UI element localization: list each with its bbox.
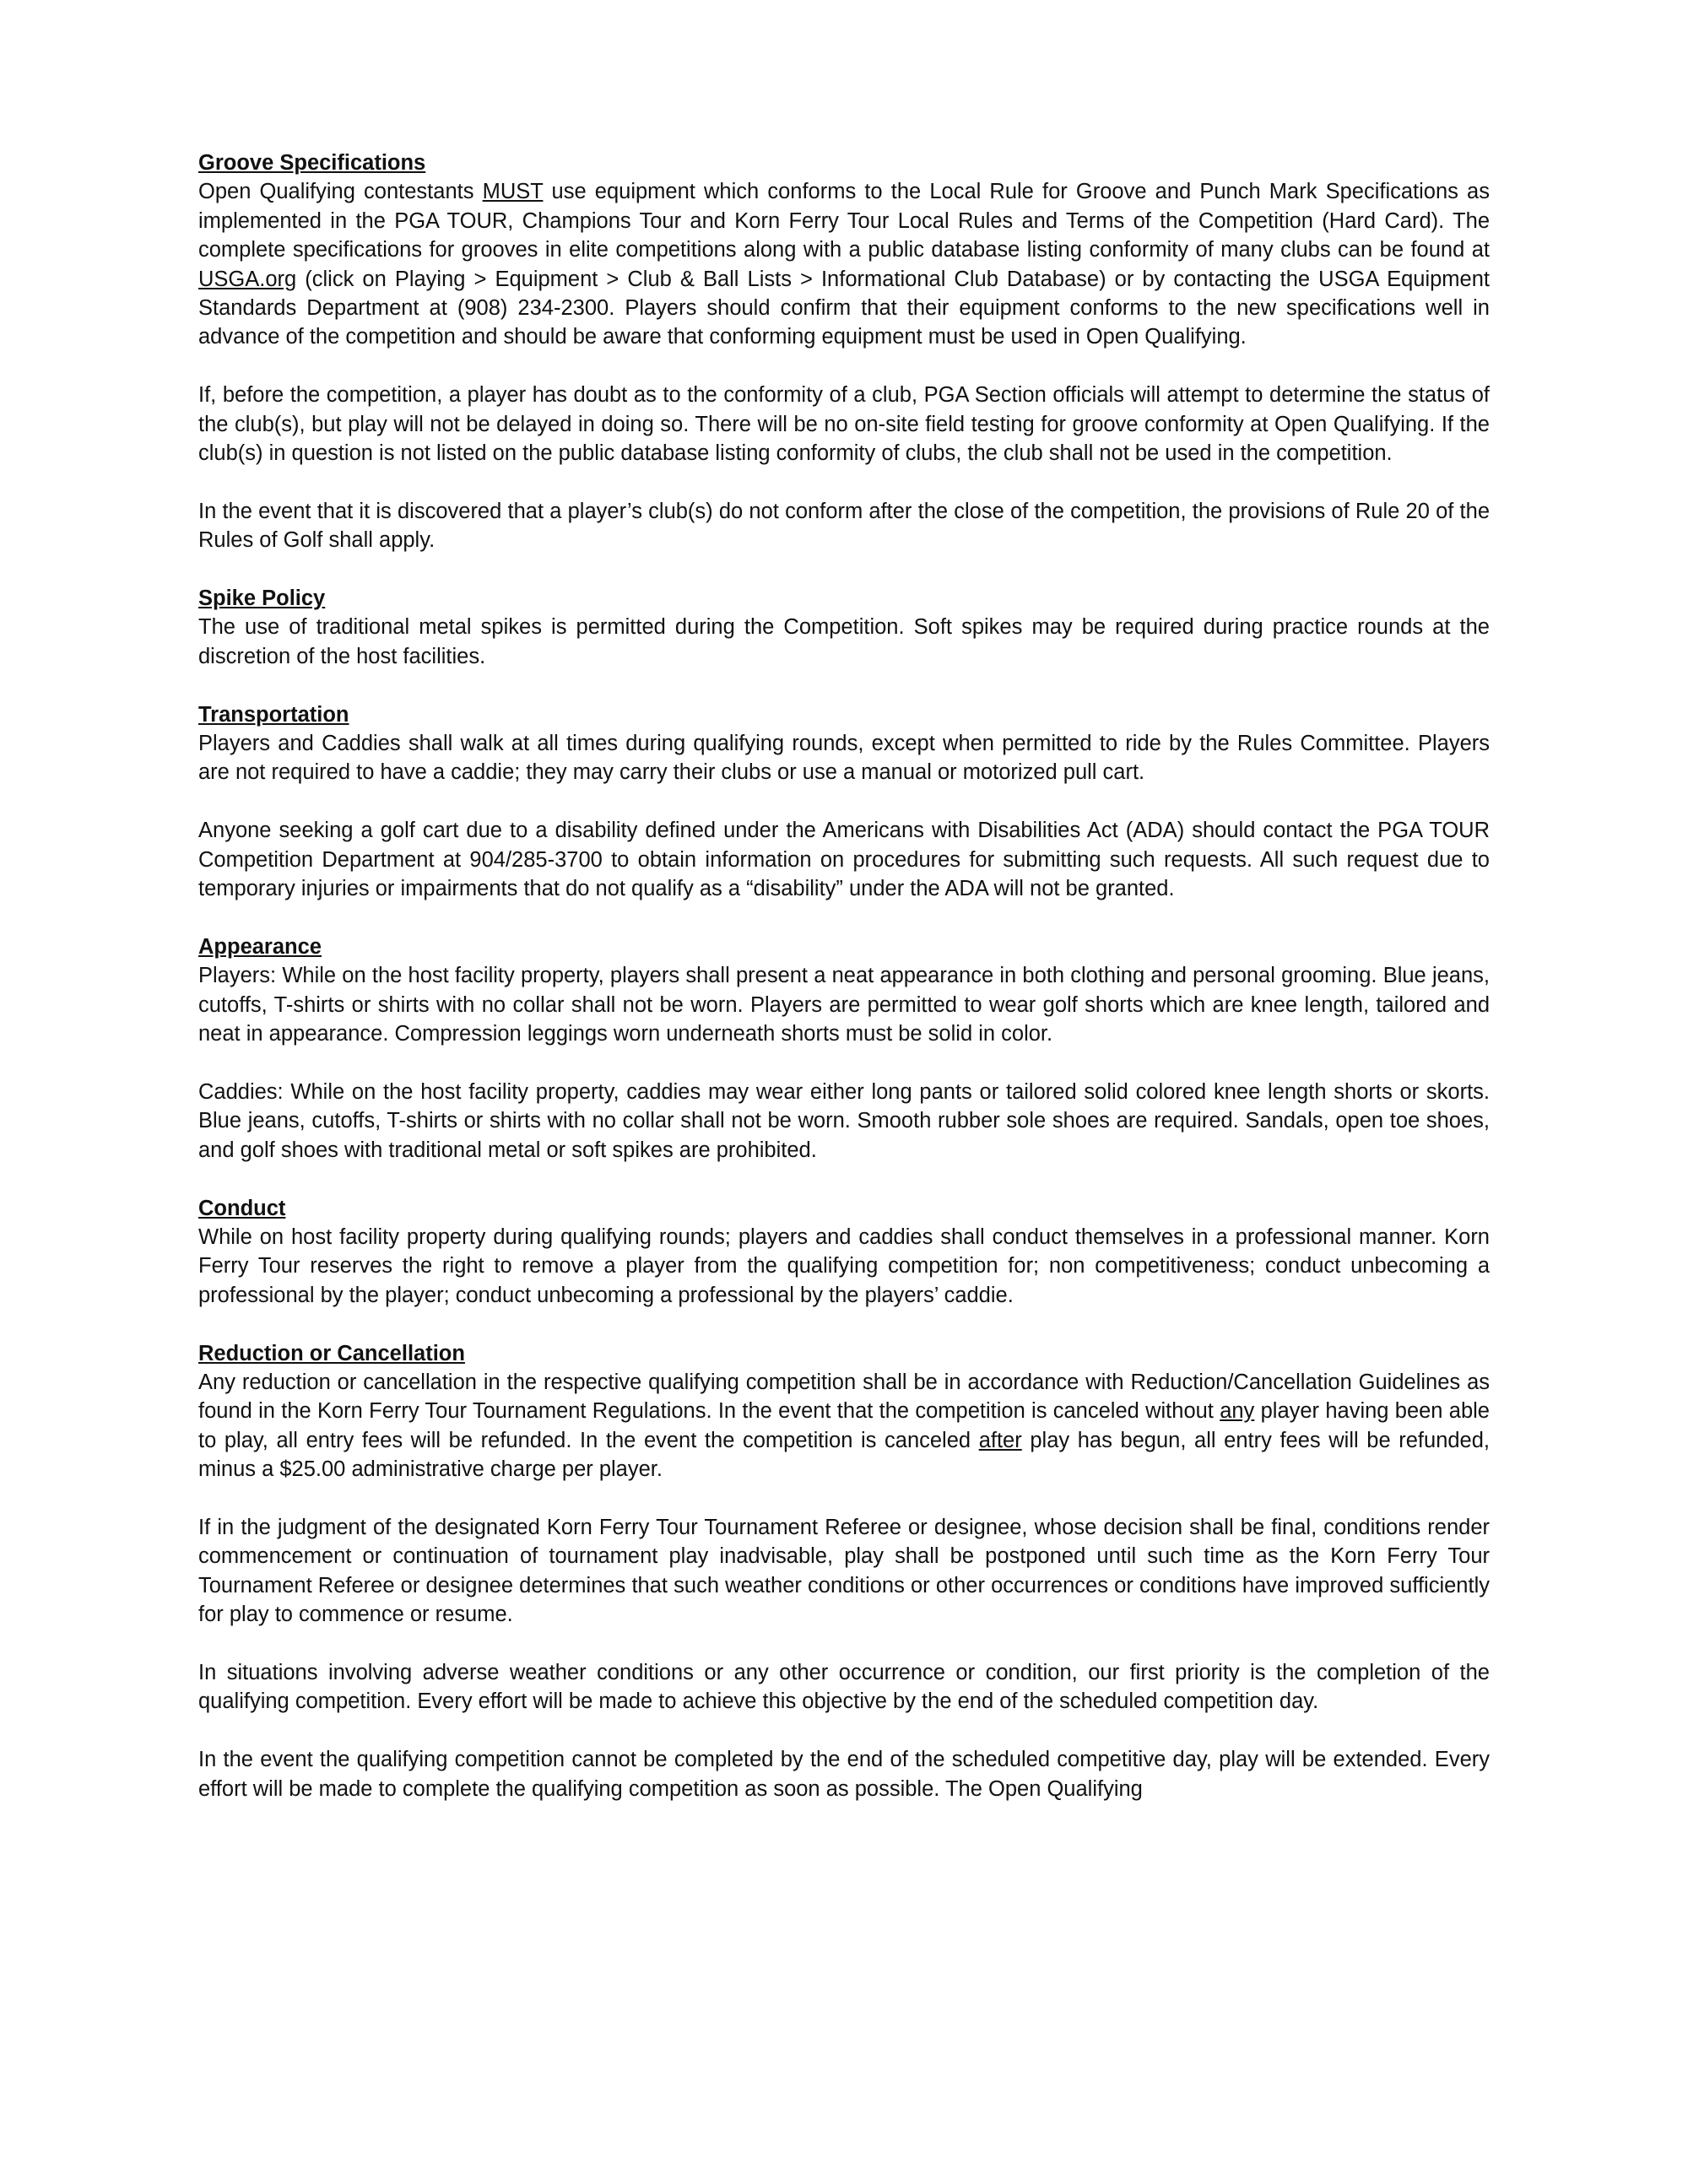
appearance-paragraph-players: Players: While on the host facility property, players shall present a neat appearance in both clothing and personal grooming. Blue jeans, cutoffs, T-shirts or shirts with no collar shall not be worn. Players are permitted to wear golf shorts which are knee length, tailored and neat in appearance. Compression leggings worn underneath shorts must be solid in color. <box>198 964 1490 1046</box>
heading-spike-policy: Spike Policy <box>198 587 326 611</box>
any-emphasis: any <box>1220 1399 1255 1424</box>
reduction-paragraph-1 <box>198 1368 1490 1484</box>
document-page <box>198 149 1490 1803</box>
reduction-paragraph-2: If in the judgment of the designated Korn Ferry Tour Tournament Referee or designee, whose decision shall be final, conditions render commencement or continuation of tournament play inadvisable, play shall be postponed until such time as the Korn Ferry Tour Tournament Referee or designee determines that such weather conditions or other occurrences or conditions have improved sufficiently for play to commence or resume. <box>198 1515 1490 1627</box>
reduction-paragraph-3: In situations involving adverse weather conditions or any other occurrence or condition, our first priority is the completion of the qualifying competition. Every effort will be made to achieve this objective by the end of the scheduled competition day. <box>198 1660 1490 1714</box>
usga-link[interactable]: USGA.org <box>198 267 297 291</box>
groove-p1-text-a: Open Qualifying contestants <box>198 180 483 204</box>
groove-paragraph-3: In the event that it is discovered that a player’s club(s) do not conform after the close of the competition, the provisions of Rule 20 of the Rules of Golf shall apply. <box>198 499 1490 553</box>
appearance-paragraph-caddies: Caddies: While on the host facility property, caddies may wear either long pants or tailored solid colored knee length shorts or skorts. Blue jeans, cutoffs, T-shirts or shirts with no collar shall not be worn. Smooth rubber sole shoes are required. Sandals, open toe shoes, and golf shoes with traditional metal or soft spikes are prohibited. <box>198 1079 1490 1162</box>
reduction-p1-text-c: play has begun, all entry fees will be refunded, minus a $25.00 administrative charge per player. <box>198 1428 1491 1482</box>
reduction-p1-text-b: player having been able to play, all entry fees will be refunded. In the event the competition is canceled <box>198 1399 1490 1452</box>
reduction-p1-text-a: Any reduction or cancellation in the respective qualifying competition shall be in accordance with Reduction/Cancellation Guidelines as found in the Korn Ferry Tour Tournament Regulations. In the event that the competition is canceled without <box>198 1370 1490 1424</box>
groove-p1-text-b: use equipment which conforms to the Local Rule for Groove and Punch Mark Specifications as implemented in the PGA TOUR, Champions Tour and Korn Ferry Tour Local Rules and Terms of the Competition (Hard Card). The complete specifications for grooves in elite competitions along with a public database listing conformity of many clubs can be found at <box>198 180 1490 262</box>
groove-paragraph-2: If, before the competition, a player has doubt as to the conformity of a club, PGA Section officials will attempt to determine the status of the club(s), but play will not be delayed in doing so. There will be no on-site field testing for groove conformity at Open Qualifying. If the club(s) in question is not listed on the public database listing conformity of clubs, the club shall not be used in the competition. <box>198 383 1490 466</box>
heading-conduct: Conduct <box>198 1196 286 1220</box>
heading-transportation: Transportation <box>198 702 349 727</box>
conduct-paragraph-1: While on host facility property during qualifying rounds; players and caddies shall conduct themselves in a professional manner. Korn Ferry Tour reserves the right to remove a player from the qualifying competition for; non competitiveness; conduct unbecoming a professional by the player; conduct unbecoming a professional by the players’ caddie. <box>198 1224 1490 1307</box>
transportation-paragraph-2: Anyone seeking a golf cart due to a disability defined under the Americans with Disabilities Act (ADA) should contact the PGA TOUR Competition Department at 904/285-3700 to obtain information on procedures for submitting such requests. All such request due to temporary injuries or impairments that do not qualify as a “disability” under the ADA will not be granted. <box>198 819 1490 901</box>
groove-p1-text-c: (click on Playing > Equipment > Club & Ball Lists > Informational Club Database) or by contacting the USGA Equipment Standards Department at (908) 234-2300. Players should confirm that their equipment conforms to the new specifications well in advance of the competition and should be aware that conforming equipment must be used in Open Qualifying. <box>198 267 1490 349</box>
after-emphasis: after <box>978 1428 1022 1452</box>
groove-paragraph-1 <box>198 177 1490 351</box>
reduction-paragraph-4: In the event the qualifying competition cannot be completed by the end of the scheduled competitive day, play will be extended. Every effort will be made to complete the qualifying competition as soon as possible. The Open Qualifying <box>198 1748 1490 1801</box>
heading-appearance: Appearance <box>198 934 322 959</box>
heading-groove-specifications: Groove Specifications <box>198 151 426 175</box>
heading-reduction-cancellation: Reduction or Cancellation <box>198 1341 465 1365</box>
transportation-paragraph-1: Players and Caddies shall walk at all times during qualifying rounds, except when permitted to ride by the Rules Committee. Players are not required to have a caddie; they may carry their clubs or use a manual or motorized pull cart. <box>198 732 1490 785</box>
spike-paragraph-1: The use of traditional metal spikes is permitted during the Competition. Soft spikes may be required during practice rounds at the discretion of the host facilities. <box>198 615 1490 668</box>
must-emphasis: MUST <box>482 180 544 204</box>
